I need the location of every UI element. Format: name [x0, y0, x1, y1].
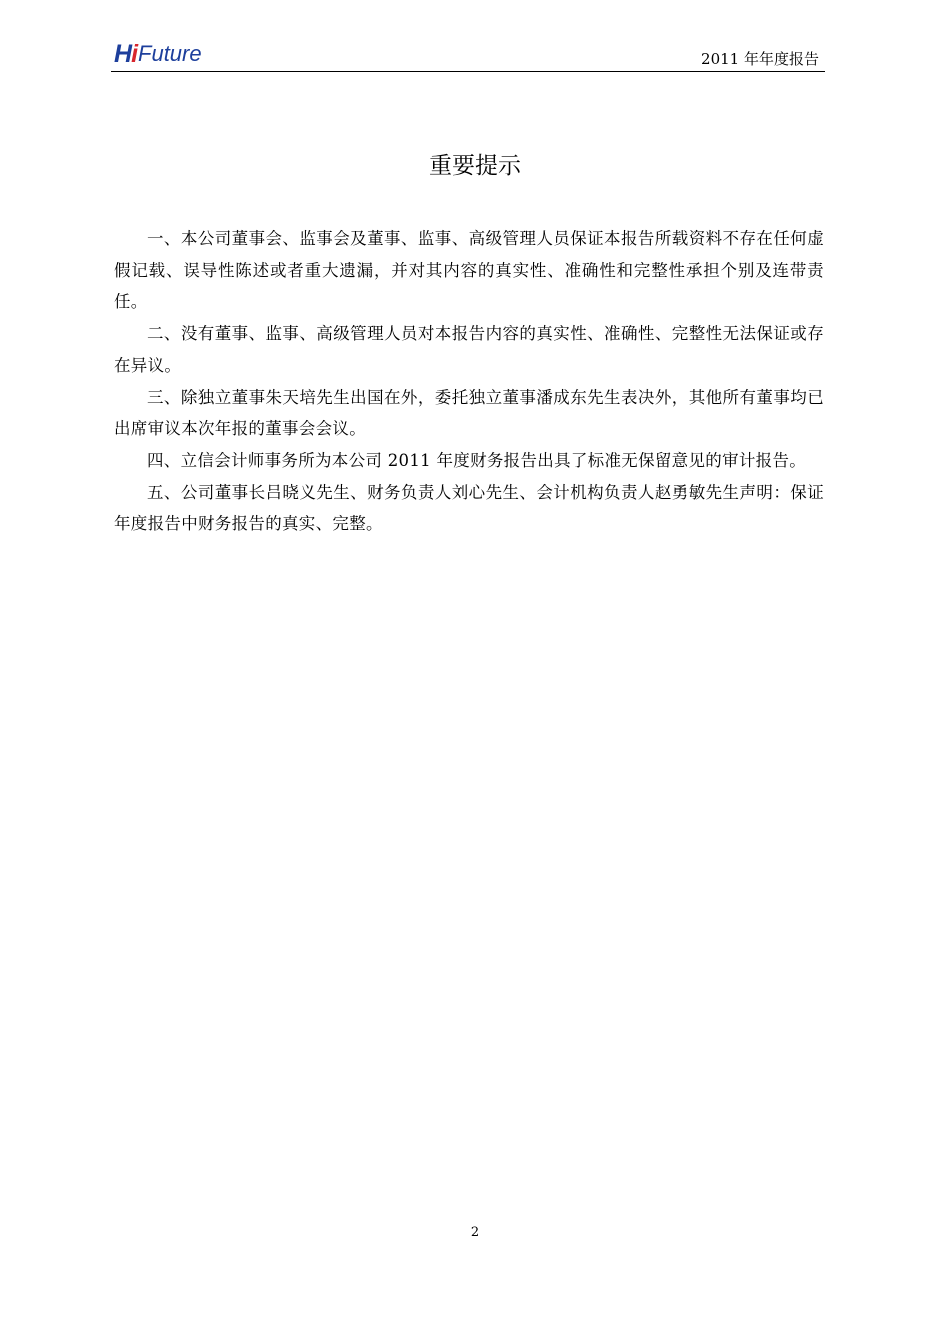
page-header [111, 36, 825, 74]
notice-paragraph-2: 二、没有董事、监事、高级管理人员对本报告内容的真实性、准确性、完整性无法保证或存在异议。 [114, 324, 824, 375]
notice-paragraph-4: 四、立信会计师事务所为本公司 2011 年度财务报告出具了标准无保留意见的审计报告。 [147, 450, 807, 470]
logo-future-text: Future [138, 41, 202, 66]
header-divider [111, 71, 825, 72]
page-title: 重要提示 [429, 153, 521, 179]
company-logo [114, 40, 202, 68]
notice-paragraph-1: 一、本公司董事会、监事会及董事、监事、高级管理人员保证本报告所载资料不存在任何虚假记载、误导性陈述或者重大遗漏，并对其内容的真实性、准确性和完整性承担个别及连带责任。 [114, 229, 824, 312]
page-number: 2 [470, 1225, 480, 1240]
logo-hi-mark: Hi [114, 40, 138, 68]
notice-body [114, 223, 824, 540]
notice-paragraph-3: 三、除独立董事朱天培先生出国在外，委托独立董事潘成东先生表决外，其他所有董事均已出席审议本次年报的董事会会议。 [114, 387, 824, 439]
report-label: 2011 年年度报告 [701, 50, 819, 68]
notice-paragraph-5: 五、公司董事长吕晓义先生、财务负责人刘心先生、会计机构负责人赵勇敏先生声明：保证年度报告中财务报告的真实、完整。 [114, 482, 824, 534]
